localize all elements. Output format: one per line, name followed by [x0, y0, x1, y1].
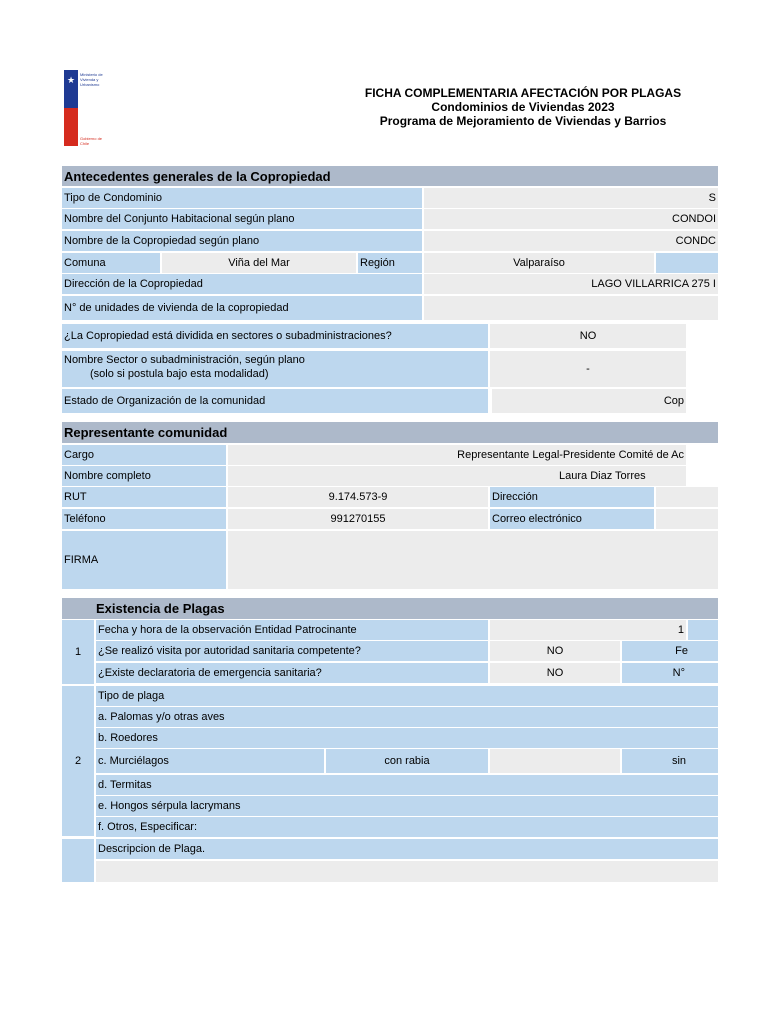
- descripcion-plaga-field[interactable]: [96, 861, 718, 882]
- group-2-number: 2: [62, 686, 94, 836]
- correo-value[interactable]: [656, 509, 718, 529]
- logo-flag-red: [64, 108, 78, 146]
- rut-label: RUT: [62, 487, 226, 507]
- logo-subtext: Gobierno de Chile: [80, 136, 103, 146]
- program-title: Programa de Mejoramiento de Viviendas y Barrios: [379, 114, 667, 128]
- document-subtitle: Condominios de Viviendas 2023: [431, 100, 615, 114]
- section-number-header: [62, 598, 94, 619]
- direccion-rep-label: Dirección: [490, 487, 654, 507]
- plaga-palomas: a. Palomas y/o otras aves: [96, 707, 718, 727]
- cargo-value[interactable]: Representante Legal-Presidente Comité de Ac: [228, 445, 686, 465]
- unidades-vivienda-value[interactable]: [424, 296, 718, 320]
- tipo-condominio-label: Tipo de Condominio: [62, 188, 422, 208]
- nombre-conjunto-label: Nombre del Conjunto Habitacional según plano: [62, 209, 422, 229]
- firma-label: FIRMA: [62, 531, 226, 589]
- comuna-label: Comuna: [62, 253, 160, 273]
- nombre-conjunto-value[interactable]: CONDOI: [424, 209, 718, 229]
- nombre-copropiedad-label: Nombre de la Copropiedad según plano: [62, 231, 422, 251]
- visita-autoridad-label: ¿Se realizó visita por autoridad sanitaria competente?: [96, 641, 488, 661]
- murcielagos-con-rabia-value[interactable]: [490, 749, 620, 773]
- region-label: Región: [358, 253, 422, 273]
- visita-fecha-label: Fe: [622, 641, 718, 661]
- nombre-sector-value[interactable]: -: [490, 351, 686, 387]
- region-extra-cell: [656, 253, 718, 273]
- group-1-number: 1: [62, 620, 94, 684]
- nombre-sector-label-line2: (solo si postula bajo esta modalidad): [90, 368, 269, 380]
- visita-autoridad-value[interactable]: NO: [490, 641, 620, 661]
- murcielagos-sin-rabia: sin: [622, 749, 718, 773]
- descripcion-plaga-label: Descripcion de Plaga.: [96, 839, 718, 859]
- fecha-extra-cell: [688, 620, 718, 640]
- tipo-condominio-value[interactable]: S: [424, 188, 718, 208]
- logo-text: Ministerio de Vivienda y Urbanismo: [80, 72, 103, 87]
- plaga-otros: f. Otros, Especificar:: [96, 817, 718, 837]
- direccion-copropiedad-label: Dirección de la Copropiedad: [62, 274, 422, 294]
- plaga-murcielagos: c. Murciélagos: [96, 749, 324, 773]
- fecha-observacion-label: Fecha y hora de la observación Entidad Patrocinante: [96, 620, 488, 640]
- emergencia-numero-label: N°: [622, 663, 718, 683]
- nombre-sector-label-line1: Nombre Sector o subadministración, según plano: [64, 354, 305, 366]
- unidades-vivienda-label: N° de unidades de vivienda de la copropiedad: [62, 296, 422, 320]
- dividida-sectores-value[interactable]: NO: [490, 324, 686, 348]
- section-title-representante: Representante comunidad: [62, 422, 718, 443]
- descripcion-number-cell: [62, 839, 94, 882]
- telefono-label: Teléfono: [62, 509, 226, 529]
- ministry-logo: [64, 70, 104, 146]
- correo-label: Correo electrónico: [490, 509, 654, 529]
- estado-organizacion-label: Estado de Organización de la comunidad: [62, 389, 488, 413]
- region-value[interactable]: Valparaíso: [424, 253, 654, 273]
- dividida-sectores-label: ¿La Copropiedad está dividida en sectores o subadministraciones?: [62, 324, 488, 348]
- plaga-roedores: b. Roedores: [96, 728, 718, 748]
- document-title: FICHA COMPLEMENTARIA AFECTACIÓN POR PLAGAS: [364, 86, 682, 100]
- cargo-label: Cargo: [62, 445, 226, 465]
- telefono-value[interactable]: 991270155: [228, 509, 488, 529]
- direccion-rep-value[interactable]: [656, 487, 718, 507]
- section-title-plagas: Existencia de Plagas: [94, 598, 718, 619]
- tipo-plaga-label: Tipo de plaga: [96, 686, 718, 706]
- firma-field[interactable]: [228, 531, 718, 589]
- section-title-antecedentes: Antecedentes generales de la Copropiedad: [62, 166, 718, 186]
- rut-value[interactable]: 9.174.573-9: [228, 487, 488, 507]
- comuna-value[interactable]: Viña del Mar: [162, 253, 356, 273]
- emergencia-sanitaria-label: ¿Existe declaratoria de emergencia sanitaria?: [96, 663, 488, 683]
- nombre-completo-value[interactable]: Laura Diaz Torres: [228, 466, 686, 486]
- plaga-termitas: d. Termitas: [96, 775, 718, 795]
- plaga-hongos: e. Hongos sérpula lacrymans: [96, 796, 718, 816]
- estado-organizacion-value[interactable]: Cop: [492, 389, 686, 413]
- nombre-completo-label: Nombre completo: [62, 466, 226, 486]
- nombre-copropiedad-value[interactable]: CONDC: [424, 231, 718, 251]
- direccion-copropiedad-value[interactable]: LAGO VILLARRICA 275 I: [424, 274, 718, 294]
- murcielagos-con-rabia: con rabia: [326, 749, 488, 773]
- emergencia-sanitaria-value[interactable]: NO: [490, 663, 620, 683]
- fecha-observacion-value[interactable]: 1: [490, 620, 686, 640]
- logo-flag-star-icon: ★: [67, 75, 76, 85]
- nombre-sector-label: [62, 351, 488, 387]
